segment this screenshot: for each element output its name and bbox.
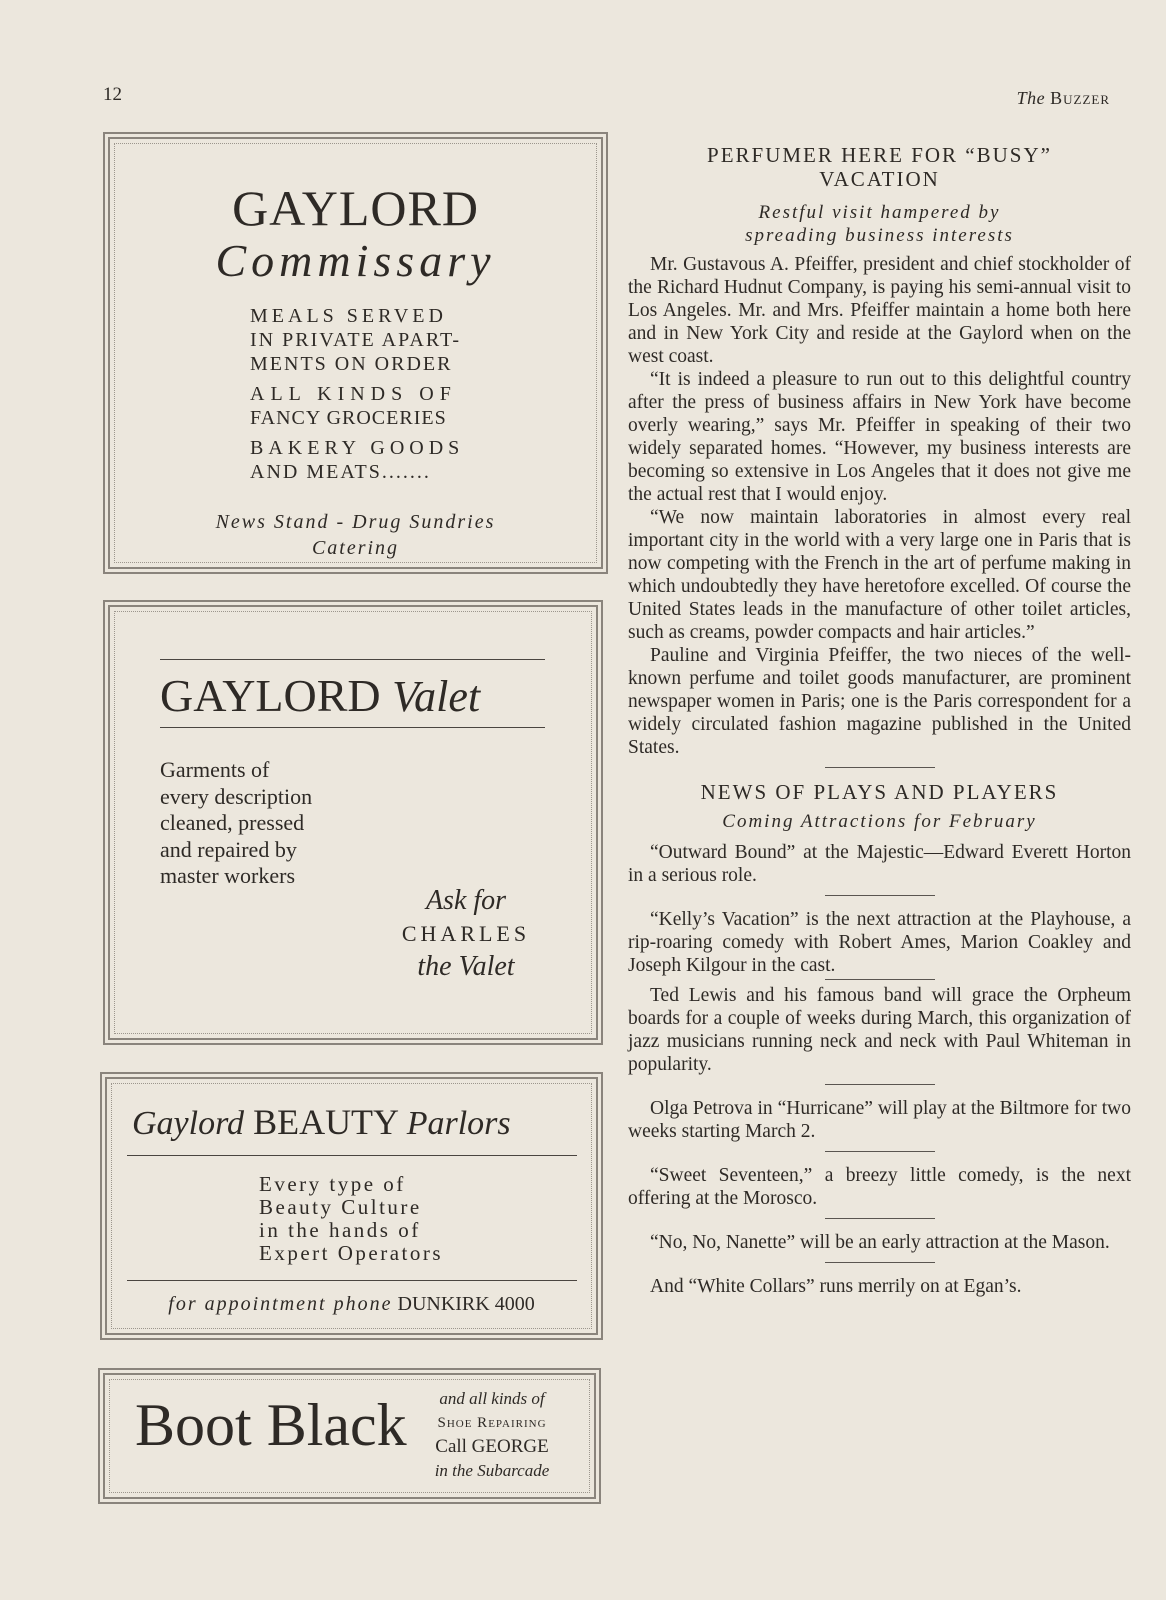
ad-bootblack <box>98 1368 601 1504</box>
valet-description-line: master workers <box>160 863 296 888</box>
divider <box>160 659 545 660</box>
valet-title <box>160 669 480 722</box>
valet-title-italic: Valet <box>392 672 481 721</box>
commissary-line: BAKERY GOODS <box>250 437 465 459</box>
commissary-footer: News Stand - Drug Sundries <box>215 511 496 533</box>
perfumer-paragraph: Mr. Gustavous A. Pfeiffer, president and chief stockholder of the Richard Hudnut Company, is paying his semi-annual visit to Los Angeles. Mr. and Mrs. Pfeiffer maintain a home both here and in New York City and reside at the Gaylord when on the west coast. <box>628 254 1131 367</box>
valet-ask-line: Ask for <box>425 885 507 916</box>
perfumer-paragraph: “It is indeed a pleasure to run out to this delightful country after the press of business affairs in New York have become overly wearing,” says Mr. Pfeiffer in speaking of their two widely separated homes. “However, my business interests are becoming so extensive in Los Angeles that it does not give me the actual rest that I would enjoy. <box>628 369 1131 505</box>
valet-ask-line: the Valet <box>417 951 515 982</box>
perfumer-headline-line: VACATION <box>819 167 940 191</box>
beauty-body-line: Beauty Culture <box>259 1195 422 1219</box>
page-number: 12 <box>103 84 122 105</box>
beauty-body-line: Every type of <box>259 1172 406 1196</box>
commissary-line: MEALS SERVED <box>250 305 447 327</box>
perfumer-paragraph: Pauline and Virginia Pfeiffer, the two nieces of the well-known perfume and toilet goods manufacturer, are prominent newspaper women in Paris; one is the Paris correspondent for a widely circulated fashion magazine published in the United States. <box>628 645 1131 758</box>
beauty-title <box>132 1101 511 1143</box>
commissary-footer: Catering <box>311 537 400 559</box>
perfumer-paragraph: “We now maintain laboratories in almost every real important city in the world with a very large one in Paris that is now competing with the French in the art of perfume making in which undoubtedly they have heretofore excelled. Of course the United States leads in the manufacture of other toilet articles, such as creams, powder compacts and hair articles.” <box>628 507 1131 643</box>
beauty-phone <box>107 1293 596 1316</box>
plays-item: “No, No, Nanette” will be an early attraction at the Mason. <box>650 1232 1110 1253</box>
commissary-line: ALL KINDS OF <box>250 383 457 405</box>
ad-commissary <box>103 132 608 574</box>
plays-item: “Outward Bound” at the Majestic—Edward Everett Horton in a serious role. <box>628 842 1131 886</box>
commissary-line: MENTS ON ORDER <box>250 353 453 375</box>
commissary-line: IN PRIVATE APART- <box>250 329 462 351</box>
commissary-line: AND MEATS....... <box>250 461 431 483</box>
plays-item: “Sweet Seventeen,” a breezy little comedy, is the next offering at the Morosco. <box>628 1165 1131 1209</box>
running-head <box>1017 88 1110 109</box>
divider <box>825 979 935 980</box>
valet-description-line: and repaired by <box>160 836 297 862</box>
running-head-the: The <box>1016 88 1046 108</box>
beauty-title-mid: BEAUTY <box>253 1102 398 1142</box>
plays-item: Olga Petrova in “Hurricane” will play at the Biltmore for two weeks starting March 2. <box>628 1098 1131 1142</box>
divider <box>825 895 935 896</box>
ad-beauty <box>100 1072 603 1340</box>
bootblack-title: Boot Black <box>135 1392 407 1458</box>
divider <box>160 727 545 728</box>
valet-title-main: GAYLORD <box>160 670 381 721</box>
valet-description <box>160 757 312 890</box>
valet-description-line: every description <box>160 783 313 809</box>
plays-headline: NEWS OF PLAYS AND PLAYERS <box>700 780 1059 804</box>
beauty-body <box>259 1173 449 1265</box>
commissary-subtitle: Commissary <box>215 235 496 286</box>
running-head-name: Buzzer <box>1050 88 1110 108</box>
article-perfumer <box>628 143 1131 1298</box>
ad-valet <box>103 600 603 1045</box>
plays-item: “Kelly’s Vacation” is the next attraction at the Playhouse, a rip-roaring comedy with Robert Ames, Marion Coakley and Joseph Kilgour in the cast. <box>628 909 1131 976</box>
bootblack-side-line: in the Subarcade <box>434 1461 550 1480</box>
bootblack-side <box>412 1387 572 1483</box>
divider <box>825 1218 935 1219</box>
bootblack-side-line: and all kinds of <box>439 1389 545 1408</box>
bootblack-side-line: Call GEORGE <box>435 1436 549 1457</box>
plays-item: And “White Collars” runs merrily on at Egan’s. <box>650 1276 1022 1297</box>
beauty-phone-label: for appointment phone <box>168 1293 393 1315</box>
perfumer-headline-line: PERFUMER HERE FOR “BUSY” <box>707 143 1052 167</box>
divider <box>825 1262 935 1263</box>
plays-item: Ted Lewis and his famous band will grace the Orpheum boards for a couple of weeks during March, this organization of jazz musicians running neck and neck with Paul Whiteman in popularity. <box>628 985 1131 1075</box>
divider <box>127 1280 577 1281</box>
valet-description-line: Garments of <box>160 757 270 782</box>
perfumer-headline <box>628 143 1131 191</box>
divider <box>127 1155 577 1156</box>
bootblack-side-line: Shoe Repairing <box>437 1415 547 1431</box>
valet-description-line: cleaned, pressed <box>160 810 305 835</box>
plays-subhead: Coming Attractions for February <box>722 811 1037 832</box>
commissary-title: GAYLORD <box>232 180 479 236</box>
beauty-body-line: Expert Operators <box>259 1241 444 1265</box>
perfumer-subhead <box>628 201 1131 247</box>
beauty-body-line: in the hands of <box>259 1218 421 1242</box>
divider <box>825 1084 935 1085</box>
beauty-title-right: Parlors <box>406 1105 511 1142</box>
beauty-title-left: Gaylord <box>132 1105 245 1142</box>
valet-ask <box>386 885 546 983</box>
commissary-line: FANCY GROCERIES <box>250 407 447 429</box>
divider <box>825 1151 935 1152</box>
beauty-phone-number: DUNKIRK 4000 <box>397 1293 535 1315</box>
divider <box>825 767 935 768</box>
valet-ask-name: CHARLES <box>401 921 531 946</box>
perfumer-subhead-line: Restful visit hampered by <box>758 202 1001 223</box>
perfumer-subhead-line: spreading business interests <box>745 225 1014 246</box>
